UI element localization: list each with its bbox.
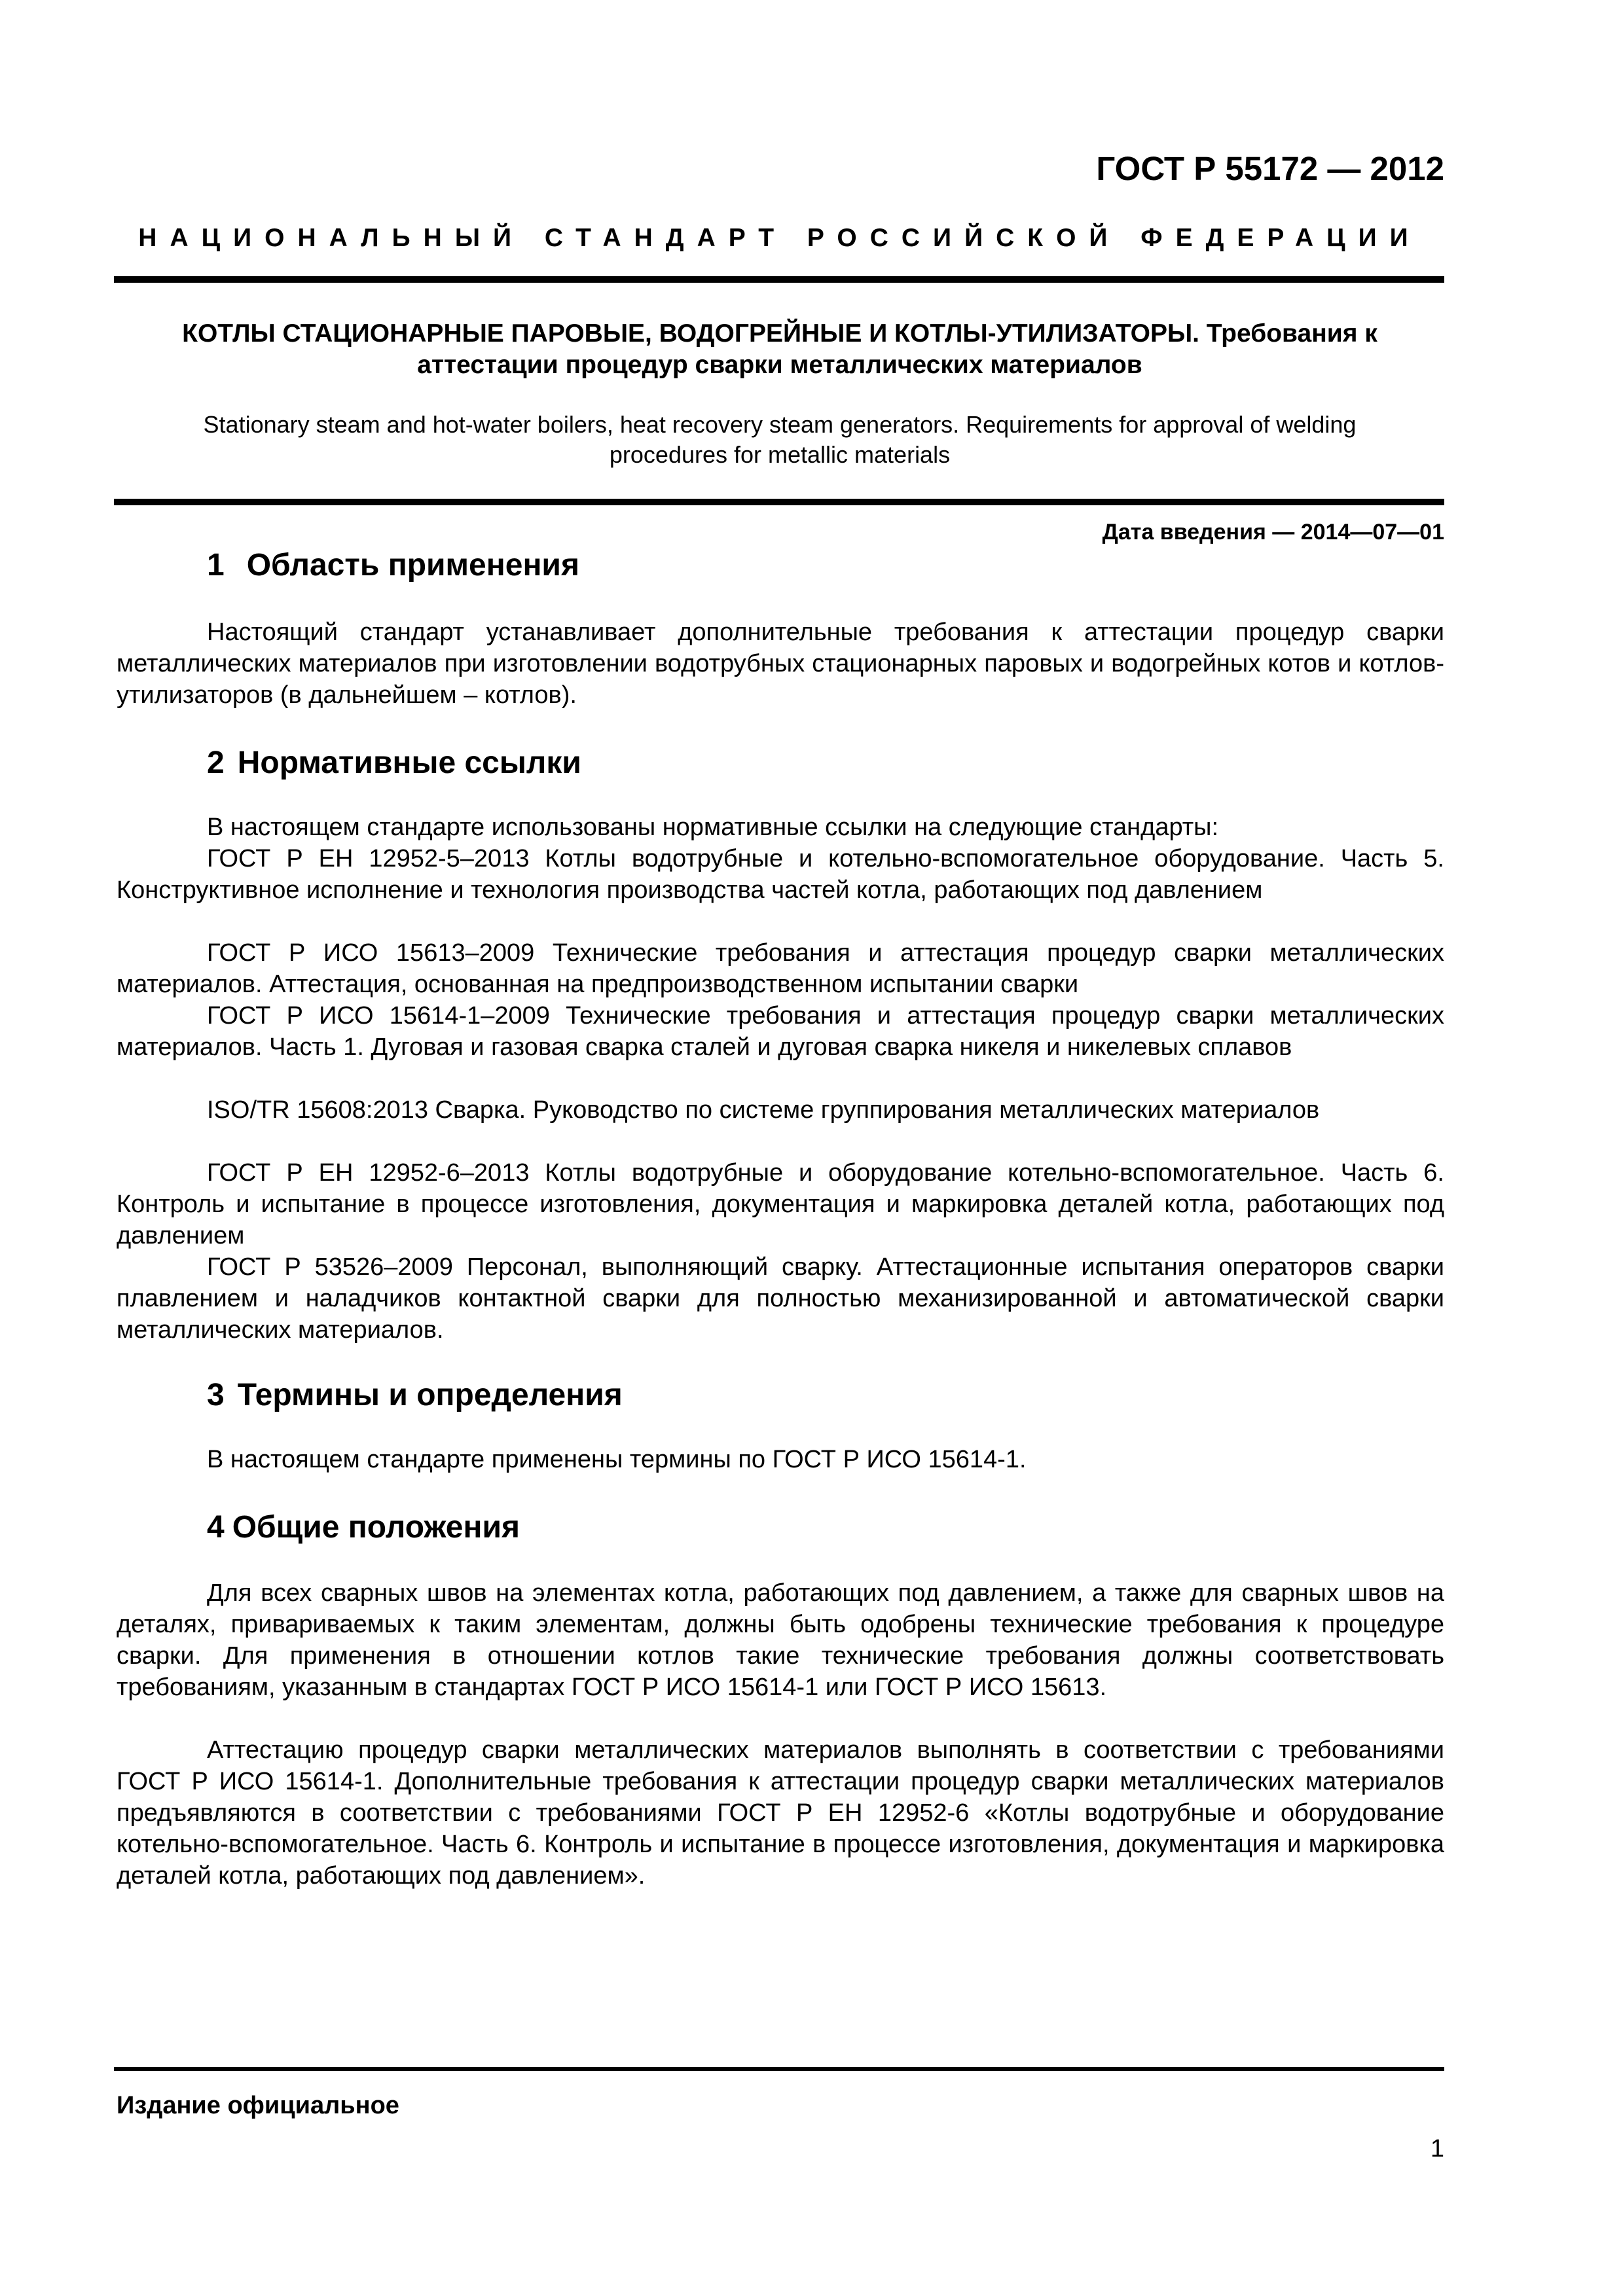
section-4-paragraph-2: Аттестацию процедур сварки металлических материалов выполнять в соответствии с требованиями ГОСТ Р ИСО 15614-1. Дополнительные требования к аттестации процедур сварки металлических материалов предъявляются в соответствии с требованиями ГОСТ Р ЕН 12952-6 «Котлы водотрубные и оборудование котельно-вспомогательное. Часть 6. Контроль и испытание в процессе изготовления, документация и маркировка деталей котла, работающих под давлением». <box>117 1736 1444 1890</box>
reference-item: ГОСТ Р 53526–2009 Персонал, выполняющий сварку. Аттестационные испытания операторов сварки плавлением и наладчиков контактной сварки для полностью механизированной и автоматической сварки металлических материалов. <box>117 1253 1444 1344</box>
section-number: 3 <box>207 1378 225 1412</box>
section-title: Область применения <box>246 548 579 583</box>
section-number: 4 <box>207 1510 225 1545</box>
reference-item: ISO/TR 15608:2013 Сварка. Руководство по системе группирования металлических материалов <box>207 1096 1320 1124</box>
title-rule <box>114 499 1444 505</box>
section-title: Общие положения <box>232 1510 520 1545</box>
section-number: 2 <box>207 745 225 780</box>
reference-item: ГОСТ Р ИСО 15614-1–2009 Технические требования и аттестация процедур сварки металлических материалов. Часть 1. Дуговая и газовая сварка сталей и дуговая сварка никеля и никелевых сплавов <box>117 1002 1444 1061</box>
section-title: Нормативные ссылки <box>237 745 581 780</box>
standard-number: ГОСТ Р 55172 — 2012 <box>1096 150 1444 187</box>
section-heading-1 <box>207 547 579 583</box>
reference-item: ГОСТ Р ИСО 15613–2009 Технические требования и аттестация процедур сварки металлических материалов. Аттестация, основанная на предпроизводственном испытании сварки <box>117 939 1444 998</box>
reference-item: ГОСТ Р ЕН 12952-5–2013 Котлы водотрубные и котельно-вспомогательное оборудование. Часть 5. Конструктивное исполнение и технология производства частей котла, работающих под давлением <box>117 845 1444 904</box>
title-ru-line-1: КОТЛЫ СТАЦИОНАРНЫЕ ПАРОВЫЕ, ВОДОГРЕЙНЫЕ И КОТЛЫ-УТИЛИЗАТОРЫ. Требования к <box>182 319 1377 348</box>
title-ru-line-2: аттестации процедур сварки металлических материалов <box>417 351 1142 379</box>
section-title: Термины и определения <box>237 1378 623 1412</box>
introduction-date: Дата введения — 2014—07—01 <box>1102 520 1444 545</box>
national-standard-banner: НАЦИОНАЛЬНЫЙ СТАНДАРТ РОССИЙСКОЙ ФЕДЕРАЦИИ <box>138 224 1421 252</box>
section-4-paragraph-1: Для всех сварных швов на элементах котла, работающих под давлением, а также для сварных швов на деталях, привариваемых к таким элементам, должны быть одобрены технические требования к процедуре сварки. Для применения в отношении котлов такие технические требования должны соответствовать требованиям, указанным в стандартах ГОСТ Р ИСО 15614-1 или ГОСТ Р ИСО 15613. <box>117 1579 1444 1701</box>
document-title-ru <box>115 318 1444 381</box>
section-heading-3 <box>207 1377 623 1413</box>
title-en-line-1: Stationary steam and hot-water boilers, heat recovery steam generators. Requirements for approval of welding <box>203 411 1357 438</box>
page-number: 1 <box>1430 2135 1444 2162</box>
footer-rule <box>114 2067 1444 2071</box>
section-number: 1 <box>207 548 225 583</box>
section-heading-4 <box>207 1509 520 1545</box>
official-edition-label: Издание официальное <box>117 2092 399 2119</box>
section-2-intro: В настоящем стандарте использованы нормативные ссылки на следующие стандарты: <box>207 814 1219 841</box>
title-en-line-2: procedures for metallic materials <box>609 441 951 468</box>
document-title-en <box>115 410 1444 470</box>
section-3-paragraph: В настоящем стандарте применены термины по ГОСТ Р ИСО 15614-1. <box>207 1446 1027 1473</box>
top-rule <box>114 276 1444 283</box>
section-heading-2 <box>207 745 581 781</box>
reference-item: ГОСТ Р ЕН 12952-6–2013 Котлы водотрубные и оборудование котельно-вспомогательное. Часть 6. Контроль и испытание в процессе изготовления, документация и маркировка деталей котла, работающих под давлением <box>117 1159 1444 1249</box>
section-1-paragraph: Настоящий стандарт устанавливает дополнительные требования к аттестации процедур сварки металлических материалов при изготовлении водотрубных стационарных паровых и водогрейных котов и котлов-утилизаторов (в дальнейшем – котлов). <box>117 619 1444 709</box>
